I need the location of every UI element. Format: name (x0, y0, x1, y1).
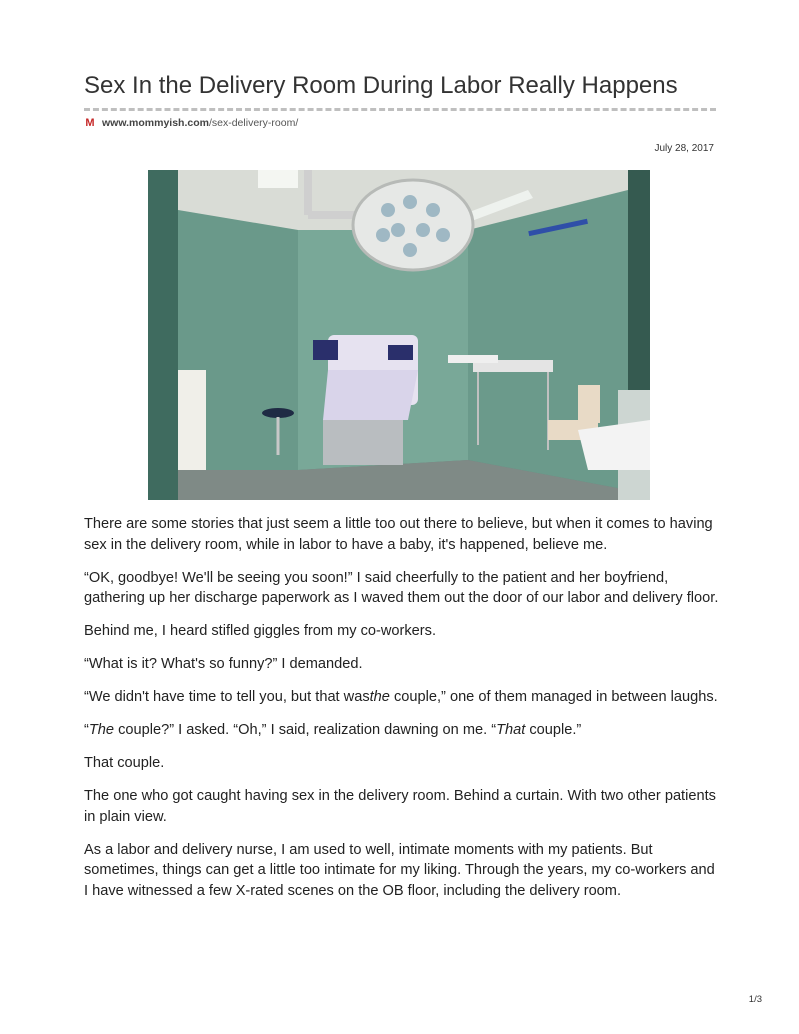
text-run: couple?” I asked. “Oh,” I said, realization dawning on me. “ (114, 722, 497, 738)
source-host: www.mommyish.com (102, 117, 209, 129)
paragraph (84, 720, 719, 741)
emphasis: The (88, 722, 115, 738)
emphasis: That (496, 722, 526, 738)
paragraph: “OK, goodbye! We'll be seeing you soon!” I said cheerfully to the patient and her boyfriend, gathering up her discharge paperwork as I waved them out the door of our labor and delivery floor. (84, 569, 719, 606)
paragraph: The one who got caught having sex in the delivery room. Behind a curtain. With two other patients in plain view. (84, 788, 716, 825)
source-path: /sex-delivery-room/ (208, 117, 299, 129)
source-link[interactable] (84, 116, 298, 130)
delivery-room-photo (148, 170, 650, 500)
text-run: “ (84, 722, 89, 738)
text-run: couple,” one of them managed in between laughs. (389, 689, 718, 705)
article-date: July 28, 2017 (654, 143, 714, 154)
paragraph: Behind me, I heard stifled giggles from my co-workers. (84, 623, 437, 639)
paragraph: There are some stories that just seem a little too out there to believe, but when it comes to having sex in the delivery room, while in labor to have a baby, it's happened, believe me. (84, 516, 713, 553)
emphasis: the (369, 689, 390, 705)
article-body (84, 514, 719, 914)
text-run: couple.” (525, 722, 582, 738)
text-run: “We didn't have time to tell you, but that was (84, 689, 370, 705)
paragraph: As a labor and delivery nurse, I am used to well, intimate moments with my patients. But sometimes, things can get a little too intimate for my liking. Through the years, my co-workers and I have witnessed a few X-rated scenes on the OB floor, including the delivery room. (84, 841, 715, 899)
paragraph: That couple. (84, 755, 165, 771)
article-title: Sex In the Delivery Room During Labor Really Happens (84, 72, 678, 99)
page-number: 1/3 (748, 994, 762, 1005)
paragraph: “What is it? What's so funny?” I demanded. (84, 656, 363, 672)
paragraph (84, 687, 719, 708)
title-divider (84, 108, 716, 111)
site-logo-icon: M (85, 116, 95, 129)
